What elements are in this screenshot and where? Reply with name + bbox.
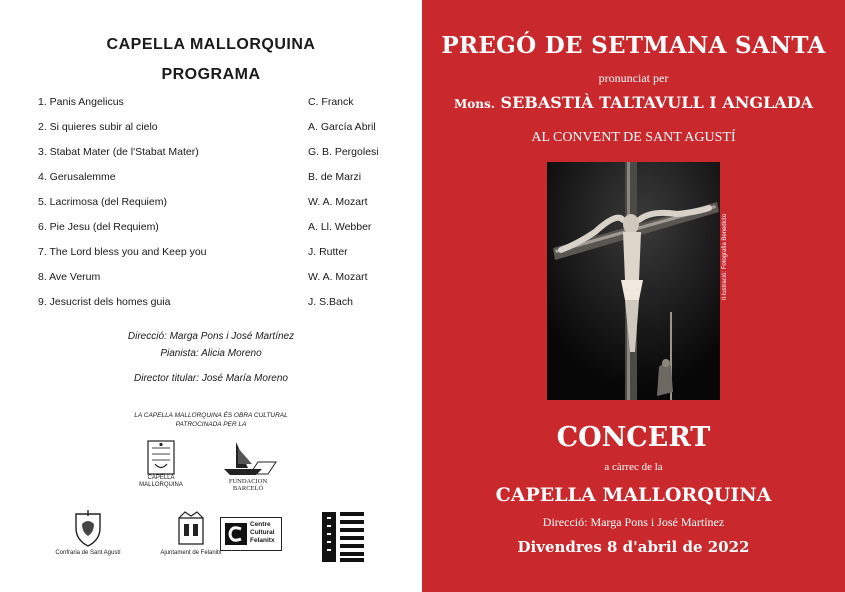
program-item: [38, 146, 398, 162]
piece-title: 9. Jesucrist dels homes guia: [38, 296, 171, 308]
composer: W. A. Mozart: [308, 196, 368, 208]
ajuntament-logo-label: Ajuntament de Felanitx: [160, 550, 222, 556]
program-heading: PROGRAMA: [161, 66, 261, 83]
c-logo-icon: [225, 523, 247, 545]
composer: G. B. Pergolesi: [308, 146, 379, 158]
prego-title: PREGÓ DE SETMANA SANTA: [441, 32, 826, 59]
piece-title: 2. Si quieres subir al cielo: [38, 121, 158, 133]
speaker: [422, 93, 845, 112]
direction-label: Direcció:: [127, 331, 167, 342]
sailboat-icon: [218, 438, 278, 478]
concert-direction: Direcció: Marga Pons i José Martínez: [542, 515, 725, 529]
program-item: [38, 221, 398, 237]
heart-shield-icon: [58, 508, 118, 548]
by-line: a càrrec de la: [604, 461, 663, 473]
titular-label: Director titular:: [134, 373, 200, 384]
concert-date: Divendres 8 d'abril de 2022: [517, 538, 750, 556]
piece-title: 1. Panis Angelicus: [38, 96, 124, 108]
choir-title: CAPELLA MALLORQUINA: [106, 36, 316, 53]
piece-title: 8. Ave Verum: [38, 271, 101, 283]
composer: J. S.Bach: [308, 296, 353, 308]
confraria-logo-label: Confraria de Sant Agustí: [55, 550, 121, 556]
pianist-label: Pianista:: [160, 348, 199, 359]
pianist-credit: [0, 348, 422, 359]
composer: W. A. Mozart: [308, 271, 368, 283]
centre-cultural-logo: [220, 517, 282, 551]
municipal-crest-icon: [158, 510, 224, 548]
composer: B. de Marzi: [308, 171, 362, 183]
program-item: [38, 296, 398, 312]
direction-credit: [0, 331, 422, 342]
ajuntament-logo: [158, 510, 224, 562]
venue: AL CONVENT DE SANT AGUSTÍ: [531, 130, 736, 145]
program-item: [38, 196, 398, 212]
piece-title: 3. Stabat Mater (de l'Stabat Mater): [38, 146, 199, 158]
capella-logo-label: CAPELLA MALLORQUINA: [139, 475, 183, 488]
choir-name: CAPELLA MALLORQUINA: [495, 484, 772, 506]
program-item: [38, 171, 398, 187]
centre-cultural-label: [250, 521, 275, 545]
program-item: [38, 271, 398, 287]
barcelo-logo: [218, 438, 278, 492]
centre-line-1: Centre: [250, 521, 271, 528]
barcelo-logo-label: FUNDACION BARCELÓ: [228, 478, 268, 492]
sponsor-line-1: LA CAPELLA MALLORQUINA ÉS OBRA CULTURAL: [134, 412, 288, 419]
titular-value: José María Moreno: [201, 373, 288, 384]
confraria-logo: [55, 508, 121, 560]
program-item: [38, 96, 398, 112]
capella-crest-icon: [146, 440, 176, 476]
program-item: [38, 121, 398, 137]
piece-title: 5. Lacrimosa (del Requiem): [38, 196, 167, 208]
direction-value: Marga Pons i José Martínez: [169, 331, 295, 342]
concert-heading: CONCERT: [556, 422, 711, 453]
program-item: [38, 246, 398, 262]
parroquia-logo: [318, 508, 368, 566]
pianist-value: Alicia Moreno: [201, 348, 262, 359]
pronounced-by: pronunciat per: [598, 71, 669, 85]
piece-title: 6. Pie Jesu (del Requiem): [38, 221, 159, 233]
sponsor-line-2: PATROCINADA PER LA: [175, 421, 247, 428]
titular-credit: [0, 373, 422, 384]
centre-line-3: Felanitx: [250, 537, 275, 544]
composer: J. Rutter: [308, 246, 348, 258]
piece-title: 4. Gerusalemme: [38, 171, 116, 183]
program-panel: [0, 0, 422, 592]
crucifix-image: [547, 162, 720, 400]
speaker-prefix: Mons.: [454, 97, 495, 111]
capella-logo: [139, 440, 183, 488]
speaker-name: SEBASTIÀ TALTAVULL I ANGLADA: [500, 93, 813, 112]
piece-title: 7. The Lord bless you and Keep you: [38, 246, 207, 258]
parroquia-lettering-icon: [318, 508, 368, 566]
composer: A. García Abril: [308, 121, 376, 133]
composer: A. Ll. Webber: [308, 221, 372, 233]
centre-line-2: Cultural: [250, 529, 275, 536]
crucifix-photo: [547, 162, 720, 400]
composer: C. Franck: [308, 96, 354, 108]
photo-credit: Il·lustració: Fotografia Benedicto: [722, 213, 728, 300]
